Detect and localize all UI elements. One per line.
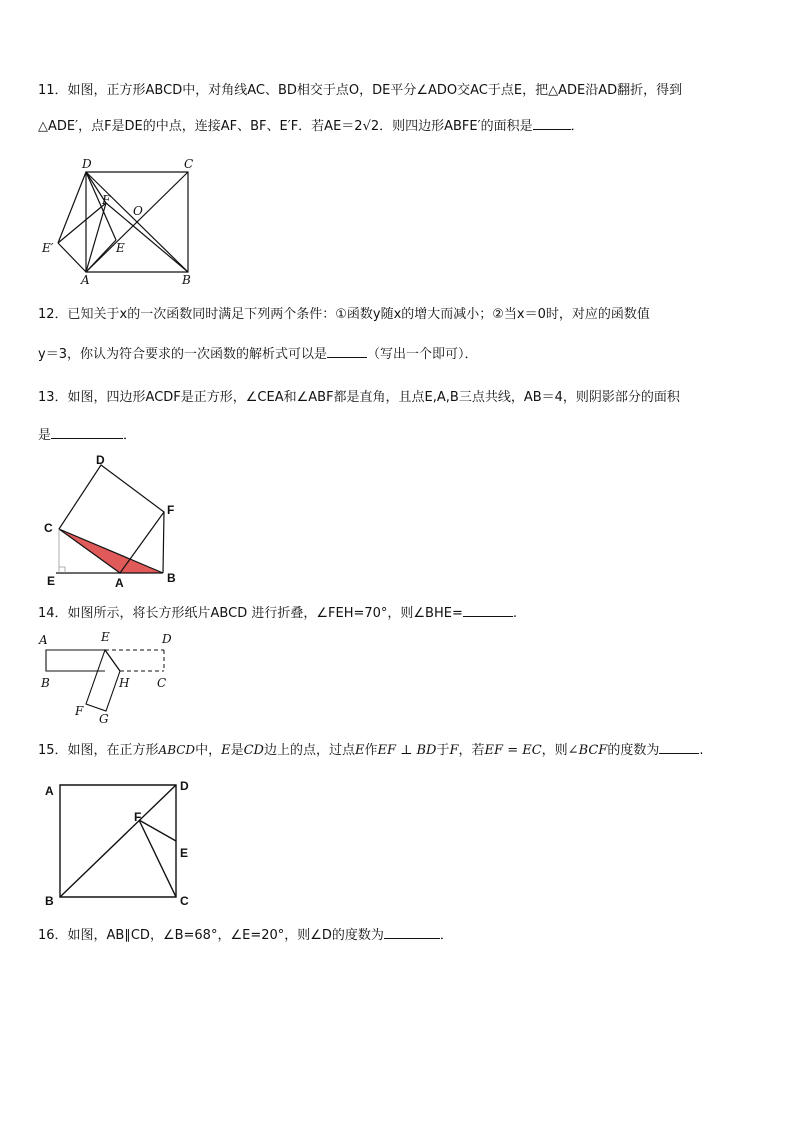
q15-answer-blank[interactable]: [659, 741, 699, 754]
q13-label-E: E: [47, 574, 56, 588]
q13-label-D: D: [96, 453, 105, 467]
q11-line2: △ADE′，点F是DE的中点，连接AF、BF、E′F．若AE＝2√2．则四边形ABFE′的面积是 ．: [38, 119, 584, 134]
q13-line1: 13．如图，四边形ACDF是正方形，∠CEA和∠ABF都是直角，且点E,A,B三点共线，AB＝4，则阴影部分的面积: [38, 390, 680, 405]
q15-line1: 15．如图，在正方形ABCD中，E是CD边上的点，过点E作EF ⊥ BD于F，若EF = EC，则∠BCF的度数为 .: [38, 743, 704, 758]
q14-label-C: C: [157, 676, 167, 690]
q11-figure: [38, 155, 208, 290]
q11-label-E-prime: E′: [42, 241, 54, 255]
q11-label-C: C: [184, 157, 194, 171]
q14-line1: 14．如图所示，将长方形纸片ABCD 进行折叠，∠FEH=70°，则∠BHE= .: [38, 606, 517, 621]
q14-label-E: E: [101, 630, 110, 644]
q11-label-F: F: [102, 193, 111, 207]
q12-answer-blank[interactable]: [327, 345, 367, 358]
q13-label-B: B: [167, 571, 176, 585]
q15-label-A: A: [45, 784, 54, 798]
q11-line1: 11．如图，正方形ABCD中，对角线AC、BD相交于点O，DE平分∠ADO交AC于点E，把△ADE沿AD翻折，得到: [38, 83, 683, 98]
q15-label-F: F: [134, 810, 142, 824]
q11-label-O: O: [133, 204, 143, 218]
q13-label-F: F: [167, 503, 175, 517]
q13-label-C: C: [44, 521, 53, 535]
q11-label-B: B: [182, 273, 191, 287]
q14-label-D: D: [162, 632, 172, 646]
q14-label-F: F: [75, 704, 84, 718]
q13-line2: 是 ．: [38, 428, 137, 443]
q15-label-D: D: [180, 779, 189, 793]
q11-label-A: A: [81, 273, 90, 287]
q11-radical: √2: [362, 119, 380, 134]
q15-label-B: B: [45, 894, 54, 908]
q14-label-H: H: [119, 676, 130, 690]
q14-label-A: A: [39, 633, 48, 647]
q14-label-G: G: [99, 712, 109, 726]
q14-figure: [36, 628, 186, 728]
q13-figure: [38, 452, 198, 590]
q15-label-C: C: [180, 894, 189, 908]
q13-label-A: A: [115, 576, 124, 590]
q11-label-D: D: [82, 157, 92, 171]
q16-line1: 16．如图，AB∥CD，∠B=68°，∠E=20°，则∠D的度数为 ．: [38, 928, 453, 943]
q11-label-E: E: [116, 241, 125, 255]
q11-answer-blank[interactable]: [533, 117, 571, 130]
q12-line2: y＝3，你认为符合要求的一次函数的解析式可以是 （写出一个即可）．: [38, 347, 478, 362]
q16-answer-blank[interactable]: [384, 926, 440, 939]
q12-line1: 12．已知关于x的一次函数同时满足下列两个条件：①函数y随x的增大而减小；②当x＝0时，对应的函数值: [38, 307, 650, 322]
q13-answer-blank[interactable]: [51, 426, 123, 439]
q15-figure: [38, 775, 208, 915]
q14-label-B: B: [41, 676, 50, 690]
q15-label-E: E: [180, 846, 189, 860]
q14-answer-blank[interactable]: [463, 604, 513, 617]
